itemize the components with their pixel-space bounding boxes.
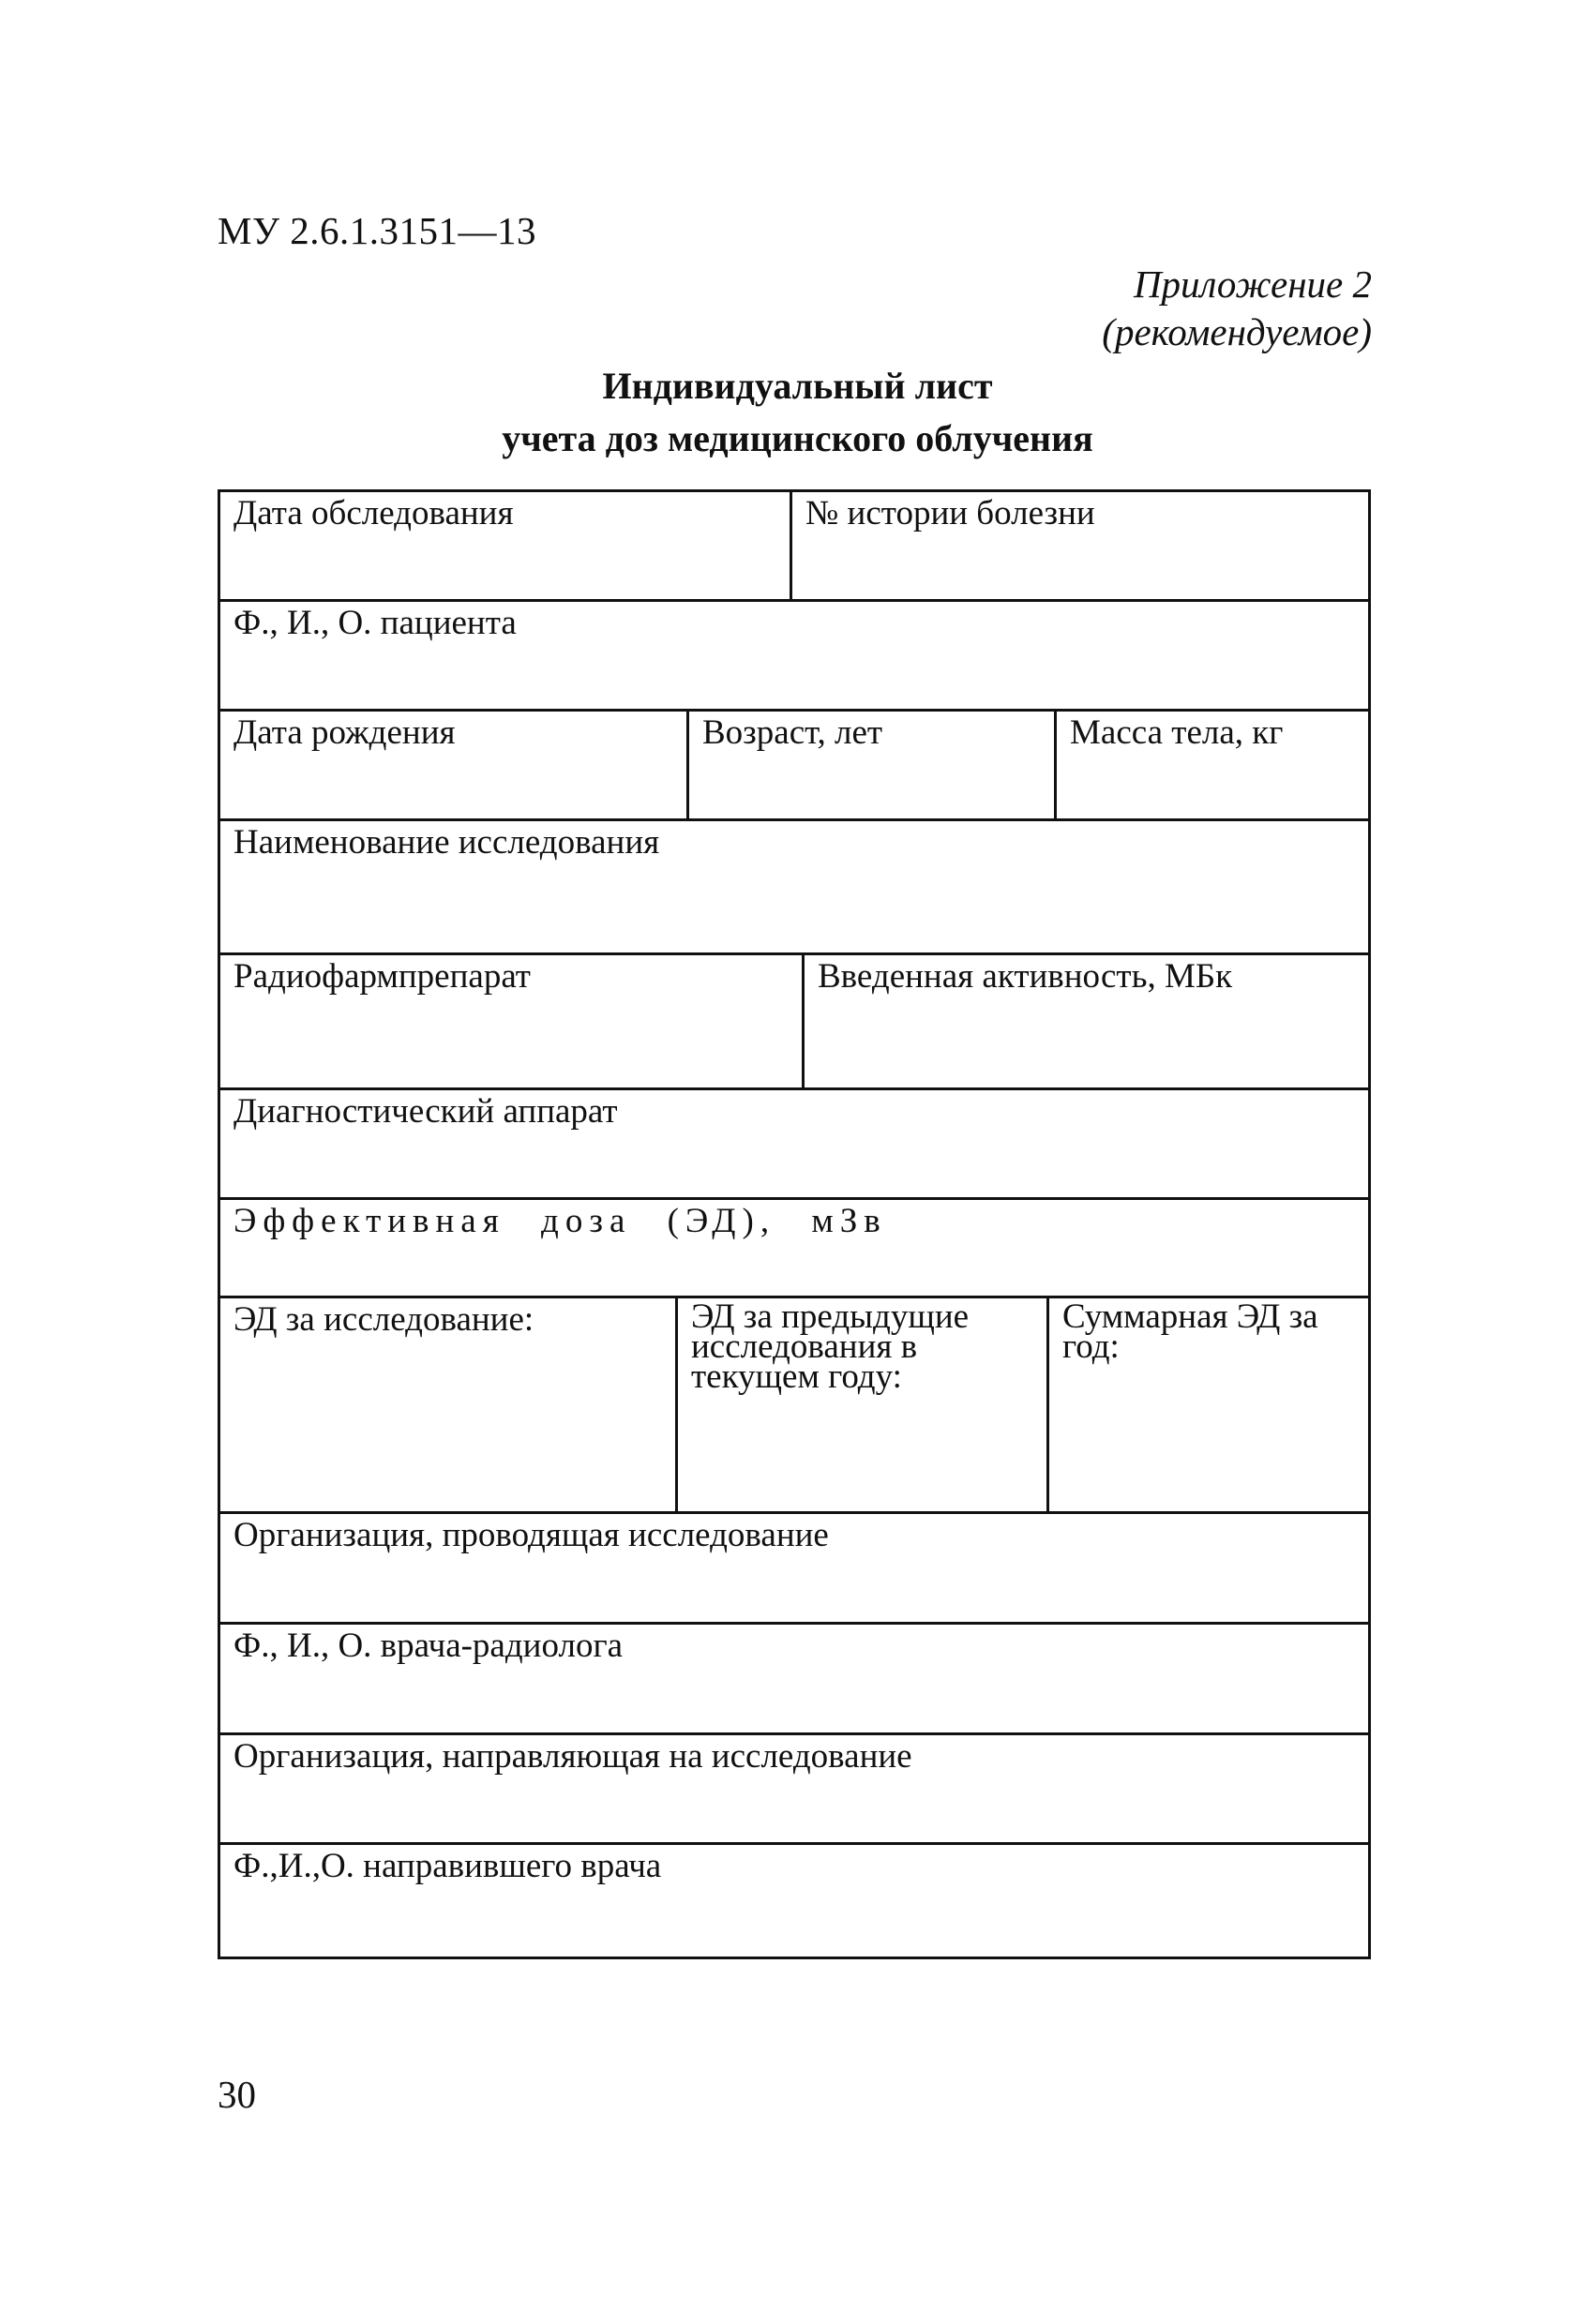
form-row-exam	[220, 492, 1368, 599]
field-administered-activity[interactable]: Введенная активность, МБк	[802, 955, 1368, 1087]
field-referring-doctor[interactable]: Ф.,И.,О. направившего врача	[233, 1847, 662, 1885]
field-body-mass[interactable]: Масса тела, кг	[1054, 712, 1368, 818]
field-history-number[interactable]: № истории болезни	[790, 492, 1368, 599]
field-birth-date[interactable]: Дата рождения	[233, 713, 456, 752]
form-row-effective-dose	[220, 1197, 1368, 1296]
field-ed-total[interactable]: Суммарная ЭД за год:	[1046, 1298, 1368, 1511]
dose-record-form	[218, 489, 1371, 1959]
form-title	[0, 360, 1595, 465]
field-ed-exam[interactable]: ЭД за исследование:	[233, 1300, 534, 1339]
form-title-line-2: учета доз медицинского облучения	[502, 417, 1093, 459]
field-exam-name[interactable]: Наименование исследования	[233, 823, 660, 862]
field-org-performing[interactable]: Организация, проводящая исследование	[233, 1516, 829, 1554]
form-row-org-referring	[220, 1732, 1368, 1842]
form-row-org-performing	[220, 1511, 1368, 1622]
field-org-referring[interactable]: Организация, направляющая на исследование	[233, 1737, 912, 1776]
form-row-referring-doctor	[220, 1842, 1368, 1957]
field-exam-date[interactable]: Дата обследования	[233, 494, 514, 532]
field-diagnostic-device[interactable]: Диагностический аппарат	[233, 1092, 618, 1131]
field-patient-name[interactable]: Ф., И., О. пациента	[233, 604, 517, 642]
form-row-birth	[220, 709, 1368, 818]
page-number: 30	[218, 2073, 256, 2116]
field-radiopharmaceutical[interactable]: Радиофармпрепарат	[233, 957, 531, 996]
form-row-radiologist	[220, 1622, 1368, 1732]
form-title-line-1: Индивидуальный лист	[602, 365, 993, 407]
field-ed-previous[interactable]: ЭД за предыдущие исследования в текущем году:	[675, 1298, 1046, 1511]
document-code: МУ 2.6.1.3151—13	[218, 209, 536, 252]
effective-dose-header: Эффективная доза (ЭД), мЗв	[233, 1202, 887, 1240]
form-row-device	[220, 1087, 1368, 1197]
form-row-ed-values	[220, 1296, 1368, 1511]
appendix-status: (рекомендуемое)	[1102, 310, 1372, 353]
form-row-patient	[220, 599, 1368, 709]
field-age[interactable]: Возраст, лет	[686, 712, 1054, 818]
field-radiologist-name[interactable]: Ф., И., О. врача-радиолога	[233, 1627, 624, 1665]
appendix-number: Приложение 2	[1133, 262, 1372, 306]
form-row-radiopharm	[220, 952, 1368, 1087]
appendix-label	[1102, 261, 1372, 356]
form-row-exam-name	[220, 818, 1368, 952]
